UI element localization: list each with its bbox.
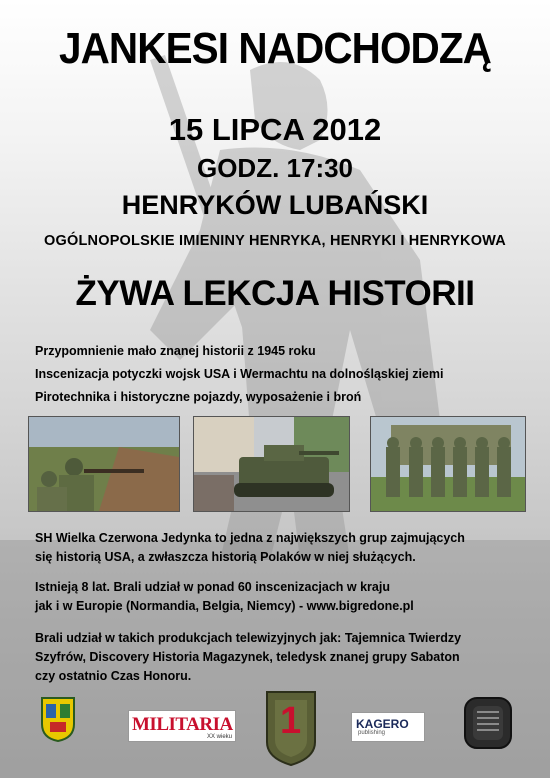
paragraph-line: SH Wielka Czerwona Jedynka to jedna z największych grup zajmujących <box>35 531 465 545</box>
paragraph-line: jak i w Europie (Normandia, Belgia, Niemcy) - www.bigredone.pl <box>35 599 414 613</box>
coat-of-arms-logo <box>40 696 76 742</box>
dog-tag-logo <box>463 696 513 750</box>
paragraph-line: Brali udział w takich produkcjach telewizyjnych jak: Tajemnica Twierdzy <box>35 631 462 645</box>
photo-trench <box>28 416 180 512</box>
event-place: HENRYKÓW LUBAŃSKI <box>121 190 429 220</box>
headline: ŻYWA LEKCJA HISTORII <box>75 274 475 313</box>
kagero-logo-text: KAGERO <box>356 717 409 731</box>
militaria-logo <box>128 710 236 742</box>
bullet-list <box>35 340 443 409</box>
bullet-item: Inscenizacja potyczki wojsk USA i Wermachtu na dolnośląskiej ziemi <box>35 367 444 381</box>
paragraph-history <box>35 578 525 616</box>
paragraph-productions <box>35 629 525 686</box>
event-time: GODZ. 17:30 <box>196 153 354 183</box>
militaria-logo-text: MILITARIA <box>132 714 233 735</box>
bullet-item: Przypomnienie mało znanej historii z 1945 roku <box>35 344 316 358</box>
poster-title: JANKESI NADCHODZĄ <box>59 24 491 73</box>
paragraph-line: Szyfrów, Discovery Historia Magazynek, teledysk znanej grupy Sabaton <box>35 650 460 664</box>
kagero-logo-subtext: publishing <box>358 730 386 736</box>
sponsor-logos <box>0 690 550 770</box>
event-date: 15 LIPCA 2012 <box>168 112 382 147</box>
paragraph-line: Istnieją 8 lat. Brali udział w ponad 60 inscenizacjach w kraju <box>35 580 390 594</box>
paragraph-line: się historią USA, a zwłaszcza historią Polaków w niej służących. <box>35 550 416 564</box>
bullet-item: Pirotechnika i historyczne pojazdy, wyposażenie i broń <box>35 390 362 404</box>
photo-tank <box>193 416 350 512</box>
photo-soldiers-group <box>370 416 526 512</box>
paragraph-group-info <box>35 529 525 567</box>
event-subtitle: OGÓLNOPOLSKIE IMIENINY HENRYKA, HENRYKI I HENRYKOWA <box>44 233 506 249</box>
photo-strip <box>0 416 550 516</box>
militaria-logo-subtext: XX wieku <box>206 734 232 740</box>
paragraph-line: czy ostatnio Czas Honoru. <box>35 669 192 683</box>
big-red-one-number: 1 <box>280 700 302 742</box>
kagero-logo <box>351 712 425 742</box>
